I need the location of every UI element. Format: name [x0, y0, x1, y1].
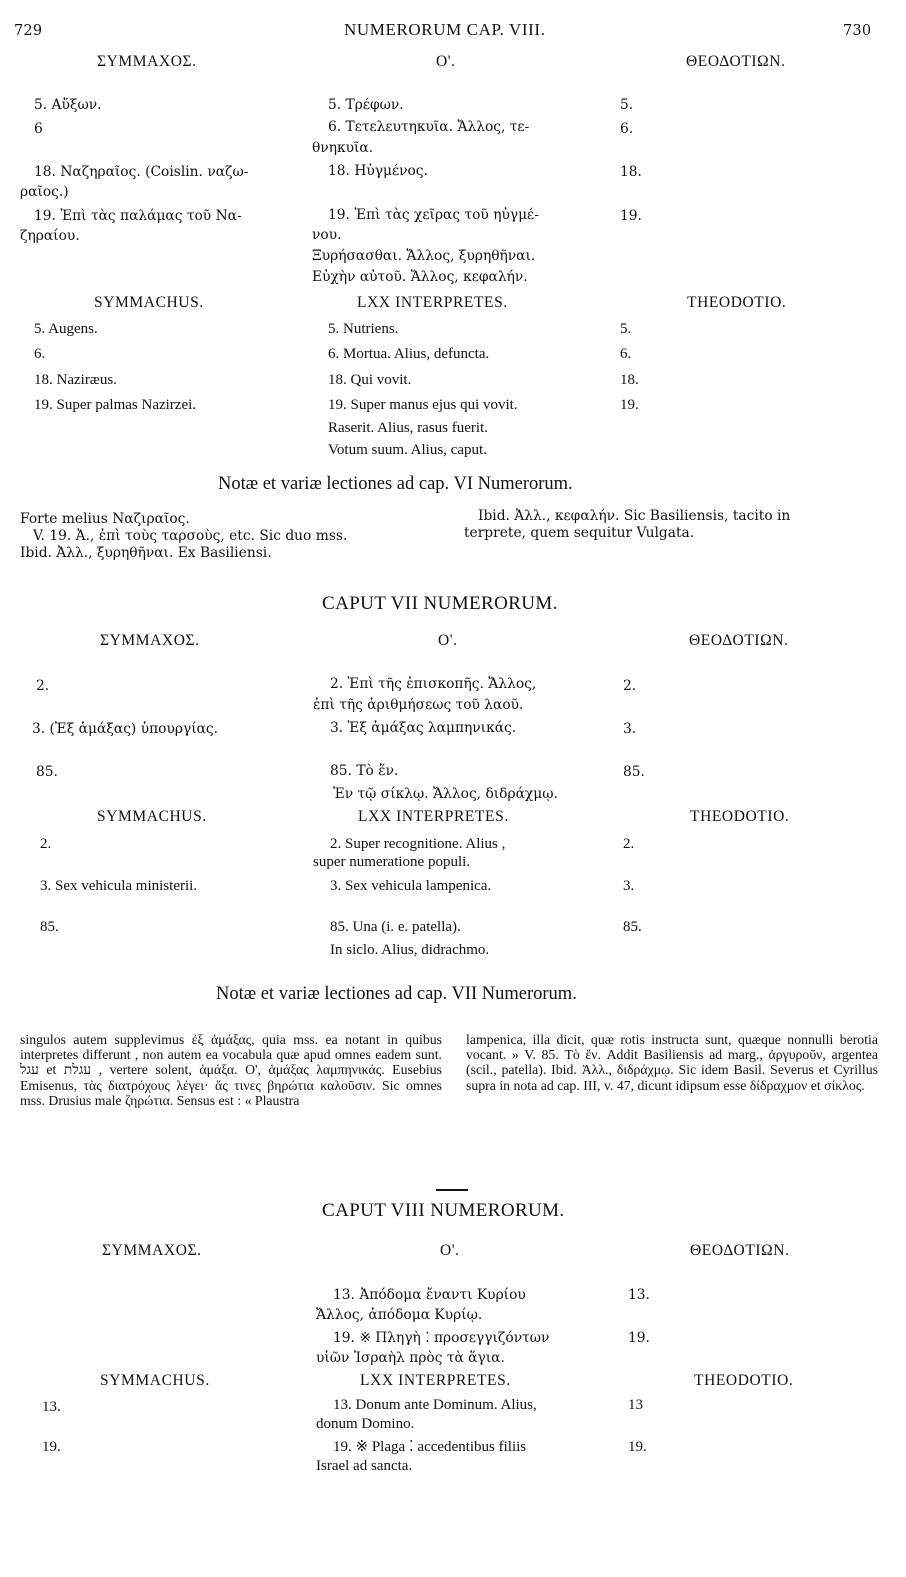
symmachus-greek-heading: ΣΥΜΜΑΧΟΣ.	[102, 1242, 202, 1259]
note-line: V. 19. Ἀ., ἐπὶ τοὺς ταρσοὺς, etc. Sic duo mss.	[33, 528, 348, 544]
lxx-latin-heading: LXX INTERPRETES.	[358, 808, 509, 825]
theodotion-greek-line: 3.	[623, 721, 637, 737]
page-number-right: 730	[843, 23, 872, 39]
symmachus-greek-line: ζηραίου.	[20, 228, 80, 244]
symmachus-latin-heading: SYMMACHUS.	[100, 1372, 210, 1389]
theodotion-latin-line: 85.	[623, 919, 642, 935]
lxx-greek-line: 85. Τὸ ἕν.	[330, 763, 399, 779]
lxx-latin-heading: LXX INTERPRETES.	[357, 294, 508, 311]
lxx-greek-line: Ἄλλος, ἀπόδομα Κυρίῳ.	[316, 1307, 483, 1323]
theodotion-greek-line: 13.	[628, 1287, 650, 1303]
symmachus-greek-line: ραῖος.)	[20, 184, 69, 200]
lxx-greek-line: ἐπὶ τῆς ἀριθμήσεως τοῦ λαοῦ.	[313, 697, 524, 713]
theodotion-latin-heading: THEODOTIO.	[687, 294, 787, 311]
lxx-latin-line: 13. Donum ante Dominum. Alius,	[333, 1397, 537, 1413]
theodotion-latin-line: 2.	[623, 836, 635, 852]
note-line: Ibid. Ἀλλ., κεφαλήν. Sic Basiliensis, tacito in	[478, 508, 791, 524]
theodotion-latin-line: 18.	[620, 372, 639, 388]
symmachus-latin-line: 3. Sex vehicula ministerii.	[40, 878, 198, 894]
symmachus-greek-line: 6	[34, 121, 43, 137]
symmachus-latin-line: 19.	[42, 1439, 61, 1455]
theodotion-greek-line: 2.	[623, 678, 637, 694]
note-line: terprete, quem sequitur Vulgata.	[464, 525, 695, 541]
lxx-latin-line: In siclo. Alius, didrachmo.	[330, 942, 490, 958]
symmachus-latin-line: 19. Super palmas Nazirzei.	[34, 397, 197, 413]
theodotion-greek-line: 19.	[628, 1330, 650, 1346]
lxx-latin-line: 3. Sex vehicula lampenica.	[330, 878, 492, 894]
note-paragraph-left: singulos autem supplevimus ἐξ ἁμάξας, quia mss. ea notant in quibus interpretes differunt , non autem ea vocabula quæ apud omnes eadem sunt. עגל et עגלת , vertere solent, ἁμάξα. O', ἁμάξας λαμπηνικάς. Eusebius Emisenus, τὰς διατρόχους λέγει· ἅς τινες βηρώτια καλοῦσιν. Sic omnes mss. Drusius male ζηρώτια. Sensus est : « Plaustra	[20, 1032, 442, 1108]
symmachus-greek-line: 19. Ἐπὶ τὰς παλάμας τοῦ Να-	[34, 208, 242, 224]
theodotion-latin-heading: THEODOTIO.	[694, 1372, 794, 1389]
lxx-latin-line: 18. Qui vovit.	[328, 372, 412, 388]
theodotion-greek-heading: ΘΕΟΔΟΤΙΩΝ.	[686, 53, 786, 70]
lxx-latin-line: 85. Una (i. e. patella).	[330, 919, 461, 935]
lxx-greek-line: 19. ※ Πληγὴ ⁚ προσεγγιζόντων	[333, 1330, 550, 1346]
theodotion-greek-line: 5.	[620, 97, 634, 113]
section-divider	[436, 1189, 468, 1191]
symmachus-latin-line: 6.	[34, 346, 46, 362]
lxx-greek-line: θνηκυῖα.	[312, 140, 374, 156]
theodotion-latin-line: 3.	[623, 878, 635, 894]
note-line: Forte melius Ναζιραῖος.	[20, 511, 190, 527]
theodotion-latin-line: 6.	[620, 346, 632, 362]
section-title: CAPUT VIII NUMERORUM.	[322, 1200, 565, 1221]
lxx-greek-line: 19. Ἐπὶ τὰς χεῖρας τοῦ ηὐγμέ-	[328, 207, 539, 223]
notes-title: Notæ et variæ lectiones ad cap. VI Numerorum.	[218, 474, 573, 494]
lxx-greek-line: 5. Τρέφων.	[328, 97, 404, 113]
symmachus-greek-line: 2.	[36, 678, 50, 694]
lxx-greek-heading: O'.	[440, 1242, 460, 1259]
lxx-latin-line: Israel ad sancta.	[316, 1458, 413, 1474]
symmachus-latin-line: 18. Naziræus.	[34, 372, 117, 388]
symmachus-latin-line: 13.	[42, 1399, 61, 1415]
section-title: CAPUT VII NUMERORUM.	[322, 593, 558, 614]
theodotion-latin-line: 19.	[620, 397, 639, 413]
lxx-greek-heading: O'.	[438, 632, 458, 649]
lxx-latin-line: donum Domino.	[316, 1416, 415, 1432]
page-number-left: 729	[14, 23, 43, 39]
theodotion-greek-heading: ΘΕΟΔΟΤΙΩΝ.	[690, 1242, 790, 1259]
theodotion-latin-line: 19.	[628, 1439, 647, 1455]
lxx-greek-line: 6. Τετελευτηκυῖα. Ἄλλος, τε-	[328, 119, 530, 135]
lxx-latin-line: 5. Nutriens.	[328, 321, 399, 337]
lxx-greek-line: Εὐχὴν αὐτοῦ. Ἄλλος, κεφαλήν.	[312, 269, 528, 285]
lxx-greek-line: υἱῶν Ἰσραὴλ πρὸς τὰ ἅγια.	[316, 1350, 505, 1366]
notes-title: Notæ et variæ lectiones ad cap. VII Numerorum.	[216, 984, 577, 1004]
theodotion-greek-line: 6.	[620, 121, 634, 137]
lxx-greek-line: 13. Ἀπόδομα ἔναντι Κυρίου	[333, 1287, 526, 1303]
symmachus-greek-line: 18. Ναζηραῖος. (Coislin. ναζω-	[34, 164, 249, 180]
symmachus-latin-line: 85.	[40, 919, 59, 935]
note-paragraph-right: lampenica, illa dicit, quæ rotis instructa sunt, quæque nonnulli berotia vocant. » V. 85. Τὸ ἕν. Addit Basiliensis ad marg., ἀργυροῦν, argentea (scil., patella). Ibid. Ἀλλ., διδράχμῳ. Sic idem Basil. Severus et Cyrillus supra in nota ad cap. III, v. 47, dicunt idipsum esse δίδραχμον et σίκλος.	[466, 1032, 878, 1093]
lxx-latin-heading: LXX INTERPRETES.	[360, 1372, 511, 1389]
note-line: Ibid. Ἀλλ., ξυρηθῆναι. Ex Basiliensi.	[20, 545, 272, 561]
lxx-latin-line: 6. Mortua. Alius, defuncta.	[328, 346, 490, 362]
theodotion-greek-line: 19.	[620, 208, 642, 224]
symmachus-greek-line: 85.	[36, 764, 58, 780]
lxx-latin-line: 19. ※ Plaga ⁚ accedentibus filiis	[333, 1439, 527, 1455]
theodotion-latin-line: 13	[628, 1397, 643, 1413]
lxx-greek-line: 18. Ηὐγμένος.	[328, 163, 428, 179]
lxx-latin-line: 19. Super manus ejus qui vovit.	[328, 397, 518, 413]
lxx-latin-line: 2. Super recognitione. Alius ,	[330, 836, 506, 852]
lxx-greek-line: νου.	[312, 227, 342, 243]
lxx-greek-line: 3. Ἐξ ἁμάξας λαμπηνικάς.	[330, 720, 517, 736]
running-title: NUMERORUM CAP. VIII.	[344, 20, 546, 39]
symmachus-latin-heading: SYMMACHUS.	[94, 294, 204, 311]
theodotion-latin-heading: THEODOTIO.	[690, 808, 790, 825]
theodotion-greek-line: 85.	[623, 764, 645, 780]
symmachus-greek-line: 5. Αὔξων.	[34, 97, 102, 113]
symmachus-latin-heading: SYMMACHUS.	[97, 808, 207, 825]
lxx-latin-line: Votum suum. Alius, caput.	[328, 442, 487, 458]
theodotion-greek-heading: ΘΕΟΔΟΤΙΩΝ.	[689, 632, 789, 649]
lxx-latin-line: Raserit. Alius, rasus fuerit.	[328, 420, 488, 436]
symmachus-greek-heading: ΣΥΜΜΑΧΟΣ.	[100, 632, 200, 649]
symmachus-latin-line: 5. Augens.	[34, 321, 98, 337]
lxx-greek-line: 2. Ἐπὶ τῆς ἐπισκοπῆς. Ἄλλος,	[330, 676, 537, 692]
symmachus-greek-line: 3. (Ἐξ ἁμάξας) ὑπουργίας.	[32, 721, 219, 737]
lxx-greek-line: Ἐν τῷ σίκλῳ. Ἄλλος, διδράχμῳ.	[333, 786, 558, 802]
lxx-latin-line: super numeratione populi.	[313, 854, 471, 870]
theodotion-greek-line: 18.	[620, 164, 642, 180]
symmachus-latin-line: 2.	[40, 836, 52, 852]
theodotion-latin-line: 5.	[620, 321, 632, 337]
lxx-greek-heading: O'.	[436, 53, 456, 70]
symmachus-greek-heading: ΣΥΜΜΑΧΟΣ.	[97, 53, 197, 70]
lxx-greek-line: Ξυρήσασθαι. Ἄλλος, ξυρηθῆναι.	[312, 248, 536, 264]
